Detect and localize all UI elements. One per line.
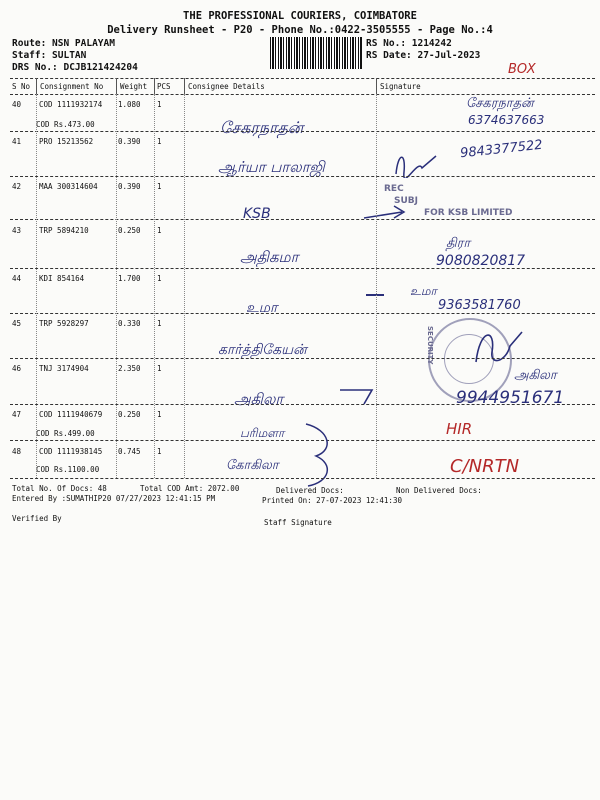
consignee-handwriting: அகிலா: [234, 390, 284, 408]
row-weight: 0.250: [118, 410, 141, 419]
row-divider: [10, 131, 595, 132]
consignee-handwriting: அதிகமா: [240, 248, 299, 266]
table-bottom-rule: [10, 478, 595, 479]
row-pcs: 1: [157, 410, 162, 419]
row-weight: 0.390: [118, 182, 141, 191]
row-consignment: COD 1111940679: [39, 410, 103, 419]
col-consignee: Consignee Details: [188, 82, 265, 91]
row-weight: 1.080: [118, 100, 141, 109]
row-pcs: 1: [157, 319, 162, 328]
signature-scribble: [470, 322, 530, 372]
row-sno: 40: [12, 100, 22, 109]
row-divider: [10, 313, 595, 314]
signature-handwriting: திரா: [446, 236, 471, 251]
row-weight: 2.350: [118, 364, 141, 373]
signature-handwriting: HIR: [446, 420, 473, 438]
dash-mark: [366, 294, 384, 296]
signature-handwriting: சேகரநாதன்: [466, 96, 534, 111]
arrow-mark: [362, 200, 422, 224]
row-consignment: TNJ 3174904: [39, 364, 89, 373]
barcode: [270, 37, 362, 69]
row-weight: 0.390: [118, 137, 141, 146]
route-label: Route: NSN PALAYAM: [12, 38, 115, 49]
row-pcs: 1: [157, 226, 162, 235]
company-title: THE PROFESSIONAL COURIERS, COIMBATORE: [183, 10, 417, 22]
row-sno: 48: [12, 447, 22, 456]
consignee-handwriting: கோகிலா: [226, 458, 279, 473]
col-consignment: Consignment No: [40, 82, 104, 91]
consignee-handwriting: சேகரநாதன்: [220, 118, 304, 137]
col-divider: [376, 94, 377, 478]
table-header-rule: [10, 94, 595, 95]
verified-by: Verified By: [12, 514, 62, 523]
row-divider: [10, 268, 595, 269]
brace-scribble: [300, 420, 340, 490]
col-signature: Signature: [380, 82, 421, 91]
row-sno: 43: [12, 226, 22, 235]
table-top-rule: [10, 78, 595, 79]
rs-number: RS No.: 1214242: [366, 38, 452, 49]
row-consignment: MAA 300314604: [39, 182, 98, 191]
row-pcs: 1: [157, 364, 162, 373]
row-consignment: PRO 15213562: [39, 137, 94, 146]
entered-by: Entered By :SUMATHIP20 07/27/2023 12:41:15 PM: [12, 494, 216, 503]
row-weight: 0.745: [118, 447, 141, 456]
row-sno: 44: [12, 274, 22, 283]
row-consignment: COD 1111938145: [39, 447, 103, 456]
signature-phone: 9843377522: [459, 137, 544, 162]
consignee-handwriting: உமா: [246, 300, 278, 316]
arrow-mark: [338, 382, 388, 410]
stamp-company: FOR KSB LIMITED: [424, 208, 513, 218]
row-sno: 45: [12, 319, 22, 328]
row-weight: 0.250: [118, 226, 141, 235]
row-consignment: KDI 854164: [39, 274, 85, 283]
row-consignment: COD 1111932174: [39, 100, 103, 109]
stamp-received: REC: [384, 184, 404, 194]
row-consignment: TRP 5894210: [39, 226, 89, 235]
row-pcs: 1: [157, 137, 162, 146]
col-divider: [116, 94, 117, 478]
signature-handwriting: அகிலா: [514, 368, 557, 383]
drs-number: DRS No.: DCJB121424204: [12, 62, 138, 73]
row-divider: [10, 358, 595, 359]
box-handwritten-note: BOX: [508, 62, 536, 77]
col-weight: Weight: [120, 82, 148, 91]
col-sno: S No: [12, 82, 31, 91]
row-sno: 41: [12, 137, 22, 146]
staff-signature: Staff Signature: [264, 518, 332, 527]
row-pcs: 1: [157, 274, 162, 283]
row-cod-amount: COD Rs.1100.00: [36, 465, 100, 474]
col-divider: [154, 78, 155, 94]
stamp-subject: SUBJ: [394, 196, 418, 206]
row-consignment: TRP 5928297: [39, 319, 89, 328]
staff-label: Staff: SULTAN: [12, 50, 87, 61]
consignee-handwriting: கார்த்திகேயன்: [218, 342, 307, 358]
row-sno: 42: [12, 182, 22, 191]
signature-handwriting: உமா: [410, 284, 437, 298]
row-sno: 46: [12, 364, 22, 373]
col-pcs: PCS: [157, 82, 171, 91]
col-divider: [116, 78, 117, 94]
row-pcs: 1: [157, 447, 162, 456]
row-divider: [10, 219, 595, 220]
non-delivered-docs: Non Delivered Docs:: [396, 486, 482, 495]
signature-handwriting: C/NRTN: [450, 456, 520, 477]
rs-date: RS Date: 27-Jul-2023: [366, 50, 481, 61]
printed-on: Printed On: 27-07-2023 12:41:30: [262, 496, 402, 505]
col-divider: [376, 78, 377, 94]
row-cod-amount: COD Rs.473.00: [36, 120, 95, 129]
consignee-handwriting: KSB: [243, 206, 271, 222]
col-divider: [36, 94, 37, 478]
row-pcs: 1: [157, 182, 162, 191]
row-pcs: 1: [157, 100, 162, 109]
signature-phone: 9080820817: [436, 253, 526, 269]
col-divider: [184, 94, 185, 478]
row-divider: [10, 404, 595, 405]
row-divider: [10, 176, 595, 177]
row-sno: 47: [12, 410, 22, 419]
signature-phone: 6374637663: [468, 113, 545, 127]
consignee-handwriting: பரிமளா: [240, 426, 285, 440]
delivered-docs: Delivered Docs:: [276, 486, 344, 495]
consignee-handwriting: ஆர்யா பாலாஜி: [218, 158, 325, 176]
col-divider: [36, 78, 37, 94]
col-divider: [184, 78, 185, 94]
row-weight: 0.330: [118, 319, 141, 328]
signature-phone: 9944951671: [456, 388, 565, 408]
row-cod-amount: COD Rs.499.00: [36, 429, 95, 438]
col-divider: [154, 94, 155, 478]
total-cod-amount: Total COD Amt: 2072.00: [140, 484, 240, 493]
seal-label: SECURITY: [426, 326, 434, 365]
row-weight: 1.700: [118, 274, 141, 283]
runsheet-subtitle: Delivery Runsheet - P20 - Phone No.:0422-3505555 - Page No.:4: [107, 24, 493, 36]
signature-scribble: [392, 148, 442, 178]
total-docs: Total No. Of Docs: 48: [12, 484, 107, 493]
signature-phone: 9363581760: [438, 298, 521, 313]
